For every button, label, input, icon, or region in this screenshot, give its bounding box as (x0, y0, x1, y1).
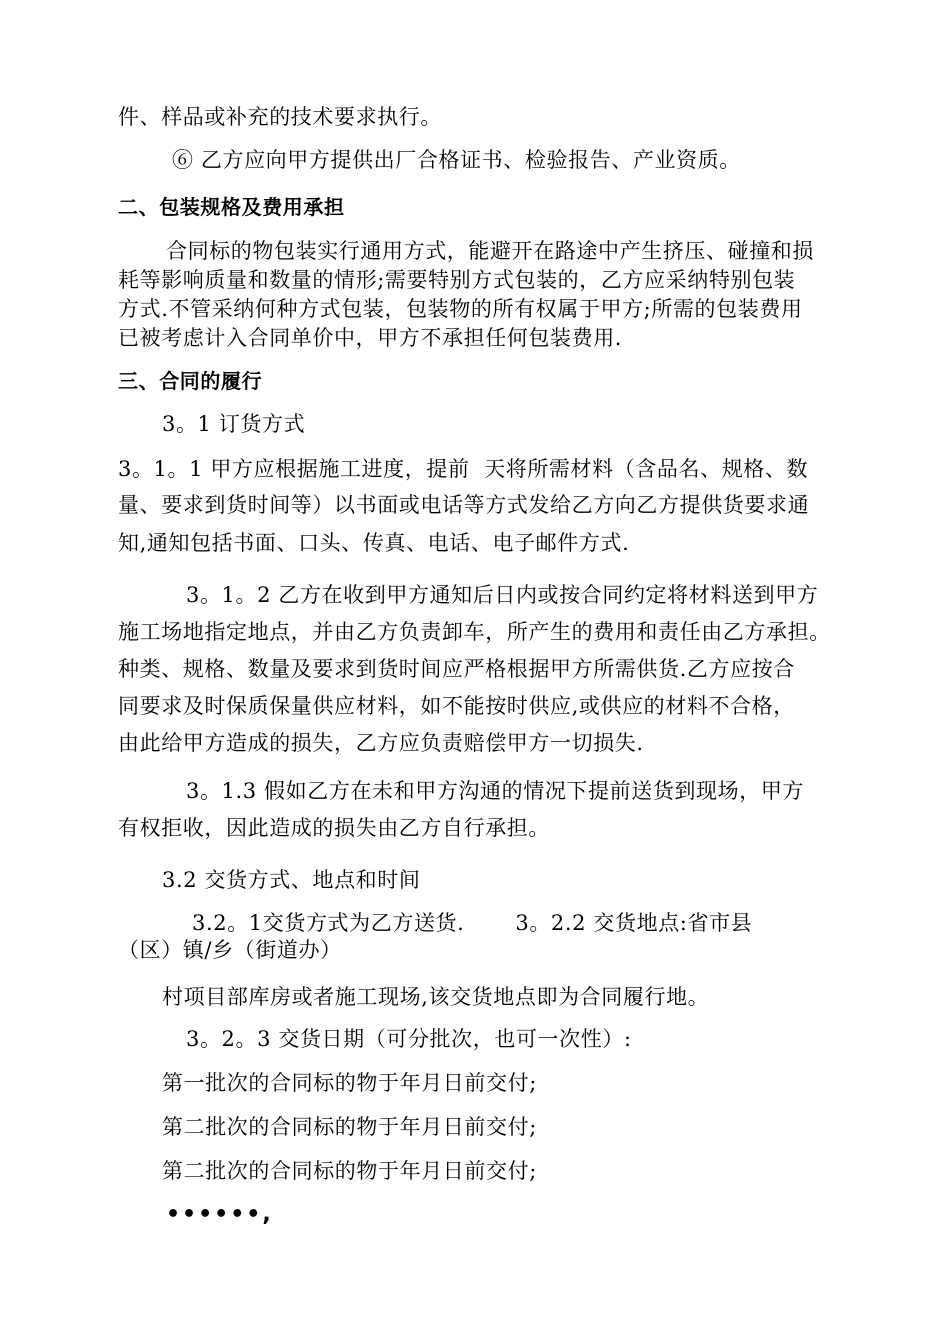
paragraph-line: 方式.不管采纳何种方式包装，包装物的所有权属于甲方;所需的包装费用 (118, 297, 803, 321)
paragraph-line: 由此给甲方造成的损失，乙方应负责赔偿甲方一切损失. (118, 731, 644, 755)
subsection-heading: 3.2 交货方式、地点和时间 (162, 868, 421, 892)
section-heading-performance: 三、合同的履行 (118, 369, 263, 393)
paragraph-line: 3。2。3 交货日期（可分批次，也可一次性）: (186, 1027, 632, 1051)
paragraph-line: 耗等影响质量和数量的情形;需要特别方式包装的，乙方应采纳特别包装 (118, 268, 796, 292)
paragraph-line: 量、要求到货时间等）以书面或电话等方式发给乙方向乙方提供货要求通 (118, 493, 810, 517)
paragraph-line: 村项目部库房或者施工现场,该交货地点即为合同履行地。 (162, 985, 710, 1009)
subsection-heading: 3。1 订货方式 (162, 412, 306, 436)
paragraph-line: 种类、规格、数量及要求到货时间应严格根据甲方所需供货.乙方应按合 (118, 657, 795, 681)
paragraph-line: 知,通知包括书面、口头、传真、电话、电子邮件方式. (118, 531, 630, 555)
paragraph-line: （区）镇/乡（街道办） (118, 938, 342, 962)
paragraph-line: 同要求及时保质保量供应材料，如不能按时供应,或供应的材料不合格， (118, 694, 795, 718)
delivery-batch-line: 第一批次的合同标的物于年月日前交付; (162, 1071, 537, 1095)
paragraph-line: 3.2。1交货方式为乙方送货. 3。2.2 交货地点:省市县 (192, 911, 753, 935)
body-text-line: 件、样品或补充的技术要求执行。 (118, 105, 442, 129)
paragraph-line: 3。1。1 甲方应根据施工进度，提前 天将所需材料（含品名、规格、数 (118, 457, 809, 481)
delivery-batch-line: 第二批次的合同标的物于年月日前交付; (162, 1115, 537, 1139)
list-item-6: ⑥ 乙方应向甲方提供出厂合格证书、检验报告、产业资质。 (172, 148, 741, 172)
ellipsis-line: ••••••, (166, 1202, 273, 1227)
paragraph-line: 3。1.3 假如乙方在未和甲方沟通的情况下提前送货到现场，甲方 (186, 779, 805, 803)
paragraph-line: 施工场地指定地点，并由乙方负责卸车，所产生的费用和责任由乙方承担。 (118, 620, 831, 644)
paragraph-line: 合同标的物包装实行通用方式，能避开在路途中产生挤压、碰撞和损 (166, 239, 814, 263)
paragraph-line: 有权拒收，因此造成的损失由乙方自行承担。 (118, 816, 550, 840)
paragraph-line: 3。1。2 乙方在收到甲方通知后日内或按合同约定将材料送到甲方 (186, 583, 819, 607)
paragraph-line: 已被考虑计入合同单价中，甲方不承担任何包装费用. (118, 326, 623, 350)
section-heading-packaging: 二、包装规格及费用承担 (118, 195, 345, 219)
delivery-batch-line: 第二批次的合同标的物于年月日前交付; (162, 1159, 537, 1183)
